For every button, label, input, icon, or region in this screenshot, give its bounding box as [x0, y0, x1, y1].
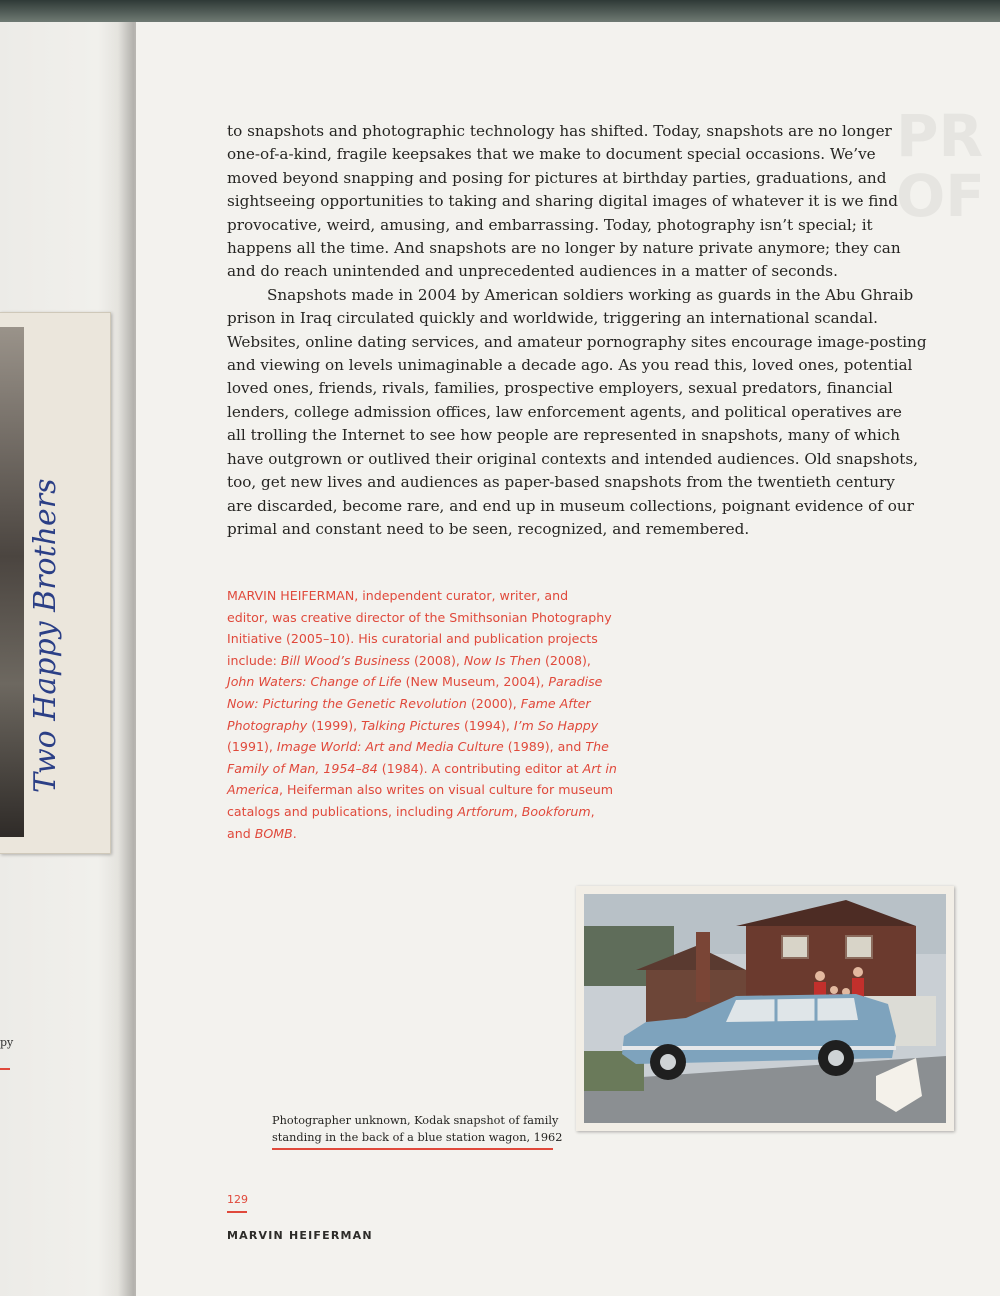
body-text-line: one-of-a-kind, fragile keepsakes that we make to document special occasions. We’ve: [227, 145, 876, 164]
bio-line: [227, 607, 647, 629]
caption-rule: [272, 1148, 553, 1150]
body-text-line: are discarded, become rare, and end up in museum collections, poignant evidence of our: [227, 496, 914, 515]
bio-text: ,: [590, 803, 595, 819]
left-page-snapshot: [0, 312, 111, 854]
station-wagon-photo-image: [576, 886, 954, 1131]
body-text-line: sightseeing opportunities to taking and sharing digital images of whatever it is we find: [227, 192, 898, 211]
bio-title: John Waters: Change of Life: [227, 674, 402, 690]
bio-title: The: [585, 739, 609, 755]
bio-text: .: [292, 825, 297, 841]
bio-text: (2000),: [466, 695, 521, 711]
running-head: MARVIN HEIFERMAN: [227, 1229, 373, 1242]
bio-title: Paradise: [548, 674, 603, 690]
body-text-line: and viewing on levels unimaginable a decade ago. As you read this, loved ones, potential: [227, 356, 913, 375]
bio-title: Artforum: [457, 803, 514, 819]
bio-line: [227, 736, 647, 758]
bio-title: BOMB: [254, 825, 293, 841]
body-text-line: too, get new lives and audiences as paper-based snapshots from the twentieth century: [227, 473, 895, 492]
bio-title: Art in: [582, 760, 617, 776]
bio-text: (1999),: [307, 717, 362, 733]
bio-title: Family of Man, 1954–84: [227, 760, 378, 776]
bio-text: include:: [227, 652, 281, 668]
bio-title: Bill Wood’s Business: [280, 652, 410, 668]
bio-text: (1994),: [459, 717, 514, 733]
body-text-line: Websites, online dating services, and amateur pornography sites encourage image-posting: [227, 332, 927, 351]
scan-top-edge: [0, 0, 1000, 22]
body-text-line: loved ones, friends, rivals, families, prospective employers, sexual predators, financial: [227, 379, 893, 398]
left-page-caption-fragment: py: [0, 1036, 14, 1049]
page-number-rule: [227, 1211, 247, 1213]
bio-line: [227, 628, 647, 650]
photo-caption-line: Photographer unknown, Kodak snapshot of family: [272, 1114, 559, 1127]
bio-text: Initiative (2005–10). His curatorial and publication projects: [227, 631, 598, 647]
left-snapshot-photo: [0, 327, 24, 837]
left-page-caption-rule: [0, 1068, 10, 1070]
bio-text: (1989), and: [503, 739, 586, 755]
body-text: [227, 120, 927, 541]
photo-caption: [272, 1112, 562, 1146]
body-text-line: lenders, college admission offices, law enforcement agents, and political operatives are: [227, 402, 902, 421]
bio-text: catalogs and publications, including: [227, 803, 458, 819]
handwritten-inscription: Two Happy Brothers: [28, 478, 63, 793]
body-text-line: prison in Iraq circulated quickly and worldwide, triggering an international scandal.: [227, 309, 878, 328]
bio-title: Now Is Then: [463, 652, 541, 668]
bio-line: [227, 779, 647, 801]
bio-text: , Heiferman also writes on visual culture for museum: [278, 782, 614, 798]
body-text-line: and do reach unintended and unprecedented audiences in a matter of seconds.: [227, 262, 838, 281]
body-text-line: to snapshots and photographic technology has shifted. Today, snapshots are no longer: [227, 122, 892, 140]
body-text-line: have outgrown or outlived their original contexts and intended audiences. Old snapshots,: [227, 449, 919, 468]
show-through-text: OF: [896, 162, 985, 230]
body-text-line: all trolling the Internet to see how people are represented in snapshots, many of which: [227, 426, 901, 445]
bio-text: MARVIN HEIFERMAN, independent curator, writer, and: [227, 588, 569, 603]
bio-line: [227, 693, 647, 715]
bio-text: (1984). A contributing editor at: [377, 760, 583, 776]
bio-text: (New Museum, 2004),: [401, 674, 549, 690]
bio-text: ,: [513, 803, 522, 819]
show-through-text: PR: [896, 102, 984, 170]
bio-title: America: [227, 782, 279, 798]
bio-line: [227, 715, 647, 737]
photo-caption-line: standing in the back of a blue station wagon, 1962: [272, 1131, 563, 1144]
page-number: 129: [227, 1193, 248, 1206]
bio-line: [227, 801, 647, 823]
body-paragraph: [227, 120, 901, 284]
body-text-line: happens all the time. And snapshots are no longer by nature private anymore; they can: [227, 239, 901, 258]
bio-title: Talking Pictures: [361, 717, 460, 733]
bio-line: [227, 758, 647, 780]
bio-title: Fame After: [520, 695, 591, 711]
bio-text: (2008),: [541, 652, 591, 668]
body-paragraph: [227, 284, 927, 541]
bio-line: [227, 585, 647, 607]
bio-text: (1991),: [227, 739, 277, 755]
body-text-line: moved beyond snapping and posing for pictures at birthday parties, graduations, and: [227, 168, 887, 187]
bio-title: Image World: Art and Media Culture: [276, 739, 504, 755]
bio-line: [227, 823, 647, 845]
body-text-line: Snapshots made in 2004 by American soldiers working as guards in the Abu Ghraib: [267, 285, 914, 304]
station-wagon-photo: [576, 886, 954, 1131]
bio-text: (2008),: [409, 652, 464, 668]
bio-title: Now: Picturing the Genetic Revolution: [227, 695, 467, 711]
bio-text: and: [227, 825, 255, 841]
bio-title: Bookforum: [521, 803, 591, 819]
bio-text: editor, was creative director of the Smithsonian Photography: [227, 609, 612, 625]
author-bio: [227, 585, 647, 844]
bio-title: I’m So Happy: [513, 717, 599, 733]
bio-line: [227, 650, 647, 672]
body-text-line: provocative, weird, amusing, and embarrassing. Today, photography isn’t special; it: [227, 215, 873, 234]
bio-line: [227, 671, 647, 693]
body-text-line: primal and constant need to be seen, recognized, and remembered.: [227, 519, 750, 538]
bio-title: Photography: [227, 717, 308, 733]
